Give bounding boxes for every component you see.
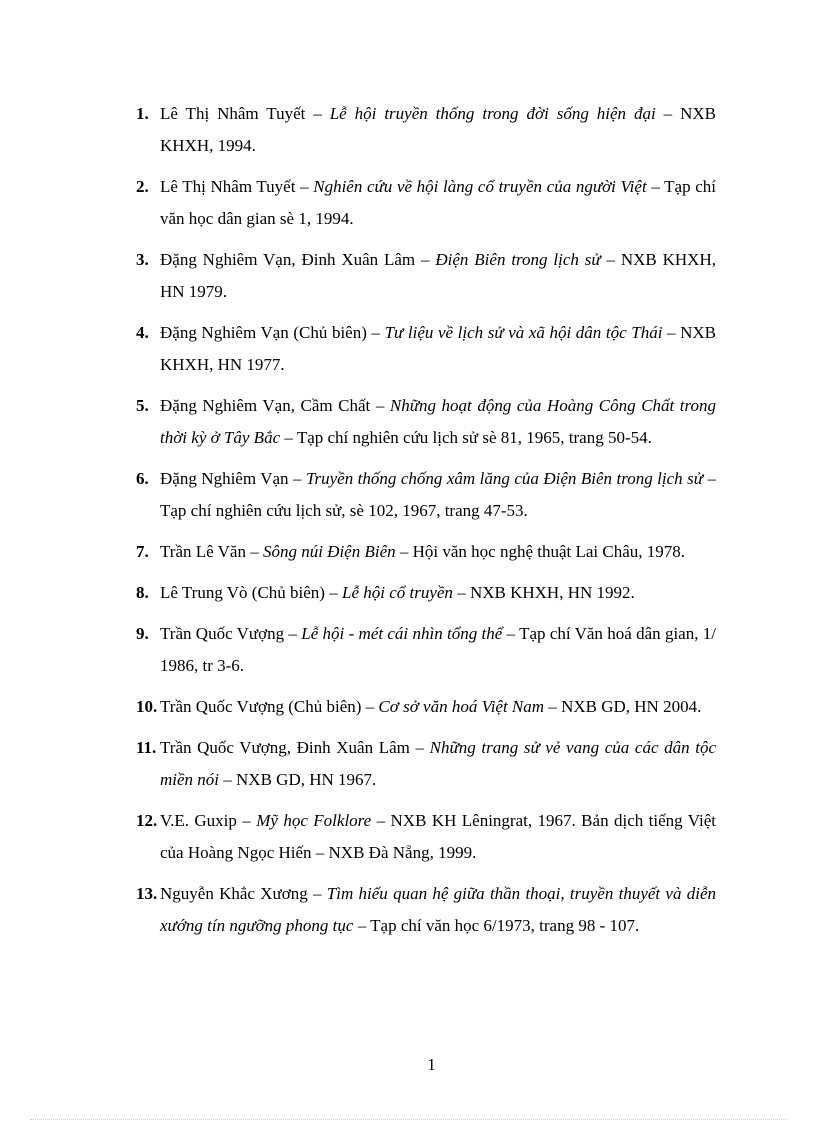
reference-separator: – [305, 104, 330, 123]
reference-title: Sông núi Điện Biên [262, 542, 396, 561]
reference-item-7 [136, 536, 716, 568]
reference-item-10 [136, 691, 716, 723]
reference-title: Những hoạt động của Hoàng Công Chất trong thời kỳ ở Tây Bắc [160, 396, 717, 447]
reference-publication: – Tạp chí văn học dân gian sè 1, 1994. [160, 177, 716, 228]
reference-author: Nguyễn Khắc Xương [160, 884, 308, 903]
reference-separator: – [236, 811, 257, 830]
reference-item-2 [136, 171, 716, 235]
reference-author: V.E. Guxip [160, 811, 237, 830]
reference-publication: – NXB GD, HN 1967. [219, 770, 377, 789]
reference-number: 7. [136, 542, 149, 561]
reference-item-4 [136, 317, 716, 381]
reference-number: 6. [136, 469, 149, 488]
reference-title: Mỹ học Folklore [256, 811, 372, 830]
reference-author: Đặng Nghiêm Vạn (Chủ biên) [160, 323, 367, 342]
reference-separator: – [366, 323, 385, 342]
reference-author: Trần Lê Văn [160, 542, 246, 561]
reference-item-1 [136, 98, 716, 162]
reference-number: 8. [136, 583, 149, 602]
reference-author: Đặng Nghiêm Vạn, Đinh Xuân Lâm [160, 250, 416, 269]
reference-title: Tìm hiểu quan hệ giữa thần thoại, truyền thuyết và diễn xướng tín ngưỡng phong tục [160, 884, 717, 935]
reference-separator: – [370, 396, 390, 415]
reference-publication: – NXB KH Lêningrat, 1967. Bản dịch tiếng Việt của Hoàng Ngọc Hiến – NXB Đà Nẵng, 1999. [160, 811, 716, 862]
reference-author: Trần Quốc Vượng (Chủ biên) [160, 697, 362, 716]
reference-title: Điện Biên trong lịch sử [435, 250, 601, 269]
reference-publication: – NXB KHXH, HN 1992. [452, 583, 635, 602]
reference-list [136, 98, 716, 951]
reference-author: Trần Quốc Vượng [160, 624, 285, 643]
reference-item-5 [136, 390, 716, 454]
reference-title: Lễ hội cổ truyền [341, 583, 453, 602]
reference-publication: – Tạp chí văn học 6/1973, trang 98 - 107. [353, 916, 640, 935]
reference-title: Những trang sử vẻ vang của các dân tộc miền nói [160, 738, 717, 789]
reference-publication: – NXB KHXH, HN 1977. [160, 323, 716, 374]
reference-separator: – [288, 469, 306, 488]
reference-number: 12. [136, 811, 158, 830]
reference-separator: – [409, 738, 430, 757]
reference-item-12 [136, 805, 716, 869]
reference-author: Đặng Nghiêm Vạn [160, 469, 289, 488]
reference-item-8 [136, 577, 716, 609]
reference-publication: – Tạp chí nghiên cứu lịch sử sè 81, 1965, trang 50-54. [280, 428, 652, 447]
reference-item-13 [136, 878, 716, 942]
reference-number: 9. [136, 624, 149, 643]
reference-publication: – Tạp chí nghiên cứu lịch sử, sè 102, 1967, trang 47-53. [160, 469, 716, 520]
reference-number: 3. [136, 250, 149, 269]
reference-author: Lê Trung Vò (Chủ biên) [160, 583, 325, 602]
reference-author: Lê Thị Nhâm Tuyết [160, 104, 306, 123]
reference-publication: – Hội văn học nghệ thuật Lai Châu, 1978. [395, 542, 686, 561]
reference-number: 4. [136, 323, 149, 342]
reference-title: Lễ hội truyền thống trong đời sống hiện đại [329, 104, 656, 123]
reference-title: Lễ hội - mét cái nhìn tổng thể [301, 624, 503, 643]
reference-publication: – NXB GD, HN 2004. [544, 697, 702, 716]
reference-number: 1. [136, 104, 149, 123]
reference-publication: – NXB KHXH, 1994. [160, 104, 716, 155]
page-bottom-divider [30, 1119, 786, 1120]
reference-separator: – [415, 250, 436, 269]
reference-number: 5. [136, 396, 149, 415]
reference-number: 13. [136, 884, 158, 903]
reference-number: 2. [136, 177, 149, 196]
reference-separator: – [245, 542, 263, 561]
reference-author: Lê Thị Nhâm Tuyết [160, 177, 296, 196]
reference-item-9 [136, 618, 716, 682]
reference-author: Trần Quốc Vượng, Đinh Xuân Lâm [160, 738, 410, 757]
reference-publication: – NXB KHXH, HN 1979. [160, 250, 716, 301]
reference-separator: – [307, 884, 327, 903]
reference-separator: – [361, 697, 379, 716]
page-number: 1 [427, 1055, 436, 1074]
reference-item-6 [136, 463, 716, 527]
reference-number: 11. [136, 738, 157, 757]
reference-item-3 [136, 244, 716, 308]
reference-author: Đặng Nghiêm Vạn, Cầm Chất [160, 396, 371, 415]
reference-title: Truyền thống chống xâm lăng của Điện Biên trong lịch sử [305, 469, 704, 488]
reference-publication: – Tạp chí Văn hoá dân gian, 1/ 1986, tr 3-6. [160, 624, 716, 675]
reference-number: 10. [136, 697, 158, 716]
reference-separator: – [284, 624, 302, 643]
reference-title: Cơ sở văn hoá Việt Nam [378, 697, 545, 716]
reference-title: Nghiên cứu về hội làng cổ truyền của người Việt [313, 177, 647, 196]
reference-item-11 [136, 732, 716, 796]
reference-separator: – [324, 583, 342, 602]
reference-separator: – [295, 177, 314, 196]
reference-title: Tư liệu về lịch sử và xã hội dân tộc Thái [384, 323, 663, 342]
